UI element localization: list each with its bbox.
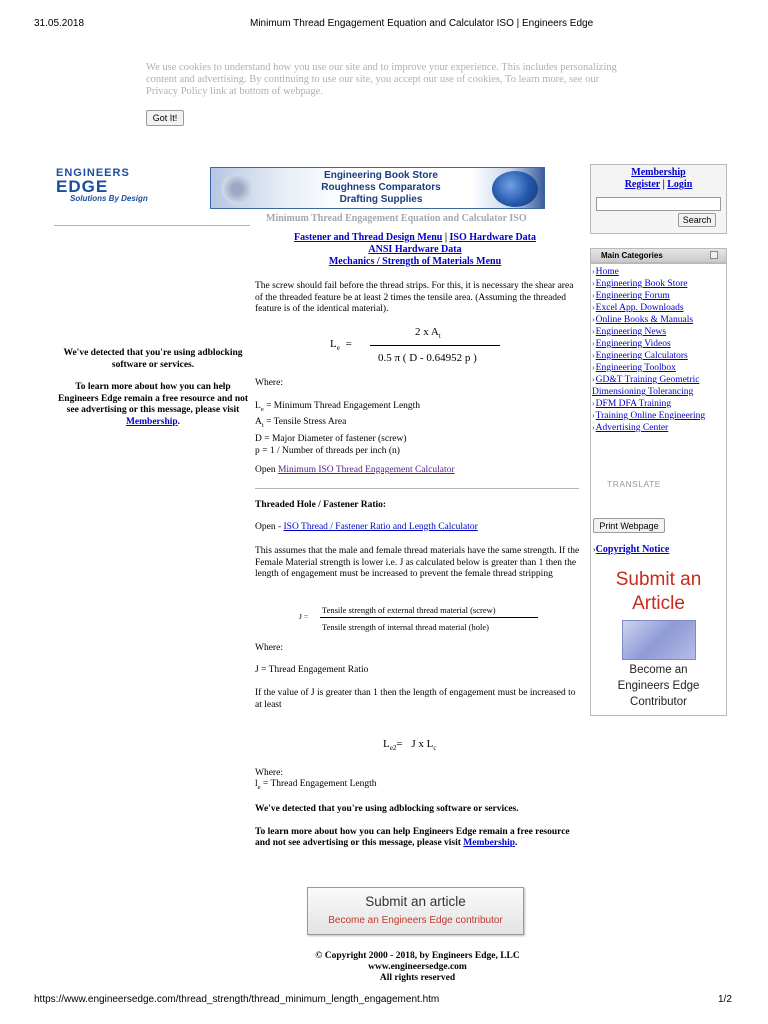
- category-toolbox[interactable]: Engineering Toolbox: [595, 363, 676, 373]
- chevron-right-icon: ›: [592, 303, 595, 312]
- gear-image-icon: [217, 174, 257, 204]
- banner-line-3: Drafting Supplies: [339, 194, 423, 205]
- banner-line-2: Roughness Comparators: [321, 182, 441, 193]
- membership-link[interactable]: Membership: [631, 167, 686, 178]
- chevron-right-icon: ›: [592, 279, 595, 288]
- footer-site: www.engineersedge.com: [368, 962, 467, 972]
- formula-fraction-bar: [370, 345, 500, 346]
- intro-text: The screw should fail before the thread strips. For this, it is necessary the shear area of the threaded feature be at least 2 times the tensile area. (Assuming the threaded feature is of the identical material).: [255, 281, 574, 314]
- page-footer: [255, 951, 580, 984]
- logo-tagline: Solutions By Design: [70, 194, 148, 203]
- main-categories-header: Main Categories: [590, 248, 727, 263]
- translate-widget[interactable]: TRANSLATE: [607, 479, 661, 489]
- footer-copyright: © Copyright 2000 - 2018, by Engineers Edge, LLC: [315, 951, 520, 961]
- chevron-right-icon: ›: [592, 363, 595, 372]
- chevron-right-icon: ›: [592, 351, 595, 360]
- submit-ad-line2: Article: [632, 593, 685, 614]
- submit-article-subtitle: Become an Engineers Edge contributor: [328, 915, 503, 926]
- left-divider: [54, 225, 250, 226]
- mechanics-menu-link[interactable]: Mechanics / Strength of Materials Menu: [328, 256, 502, 267]
- print-title: Minimum Thread Engagement Equation and Calculator ISO | Engineers Edge: [250, 18, 594, 29]
- search-input[interactable]: [596, 197, 721, 211]
- category-training-online[interactable]: Training Online Engineering: [595, 411, 706, 421]
- page-title: Minimum Thread Engagement Equation and Calculator ISO: [266, 213, 527, 224]
- submit-ad-sub3: Contributor: [630, 696, 687, 708]
- where-block-2: Where: $l_e$ = Thread Engagement Length: [255, 768, 377, 791]
- chevron-right-icon: ›: [593, 545, 596, 554]
- category-excel[interactable]: Excel App. Downloads: [595, 303, 684, 313]
- chevron-right-icon: ›: [592, 423, 595, 432]
- ratio-heading: Threaded Hole / Fastener Ratio:: [255, 500, 387, 510]
- chevron-right-icon: ›: [592, 327, 595, 336]
- definition-at: $A_t$ = Tensile Stress Area: [255, 417, 347, 430]
- definition-p: p = 1 / Number of threads per inch (n): [255, 446, 400, 457]
- min-iso-calculator-link[interactable]: Minimum ISO Thread Engagement Calculator: [277, 465, 455, 475]
- papers-image-icon: [622, 620, 696, 660]
- print-page-number: 1/2: [718, 994, 732, 1005]
- engineers-edge-logo[interactable]: [56, 168, 156, 208]
- collapse-icon[interactable]: [710, 251, 718, 259]
- chevron-right-icon: ›: [592, 411, 595, 420]
- register-link[interactable]: Register: [624, 179, 661, 190]
- login-link[interactable]: Login: [667, 179, 693, 190]
- where-label: Where:: [255, 378, 283, 388]
- submit-article-ad[interactable]: [592, 568, 725, 716]
- cookie-notice-text: We use cookies to understand how you use our site and to improve your experience. This includes personalizing content and advertising. By continuing to use our site, you accept our use of cookies, To learn more, see our Privacy Policy link at bottom of webpage.: [146, 62, 617, 97]
- copyright-notice-line: [593, 544, 669, 555]
- open-calculator-line: Open Minimum ISO Thread Engagement Calculator: [255, 465, 455, 475]
- definition-le: $L_e$ = Minimum Thread Engagement Length: [255, 401, 421, 413]
- ansi-hardware-link[interactable]: ANSI Hardware Data: [368, 244, 462, 255]
- nav-links: [255, 232, 575, 268]
- chevron-right-icon: ›: [592, 399, 595, 408]
- category-news[interactable]: Engineering News: [595, 327, 667, 337]
- print-webpage-button[interactable]: Print Webpage: [593, 518, 665, 533]
- category-advertising[interactable]: Advertising Center: [595, 423, 669, 433]
- ratio-calculator-link[interactable]: ISO Thread / Fastener Ratio and Length Calculator: [283, 522, 478, 532]
- book-store-banner[interactable]: [210, 167, 545, 209]
- fastener-menu-link[interactable]: Fastener and Thread Design Menu: [293, 232, 443, 243]
- j-formula-denominator: Tensile strength of internal thread material (hole): [322, 622, 489, 632]
- if-j-text: If the value of J is greater than 1 then the length of engagement must be increased to at least: [255, 688, 576, 710]
- j-formula-lhs: J =: [299, 612, 309, 621]
- print-date: 31.05.2018: [34, 18, 85, 29]
- nav-separator: |: [444, 232, 448, 243]
- formula-le2: $L_{e2}= J$ x $L_c$: [383, 738, 437, 753]
- ratio-paragraph: This assumes that the male and female thread materials have the same strength. If the Female Material strength is lower i.e. J as calculated below is greater than 1 then the length of engagement must be increased to prevent the female thread stripping: [255, 546, 580, 579]
- logo-line1: ENGINEERS: [56, 167, 130, 179]
- globe-icon: [492, 171, 538, 207]
- adblock-notice-left: We've detected that you're using adblocking software or services. To learn more about how you can help Engineers Edge remain a free resource and not see advertising or this message, please visit Membership.: [57, 348, 249, 427]
- print-url: https://www.engineersedge.com/thread_strength/thread_minimum_length_engagement.htm: [34, 994, 440, 1005]
- chevron-right-icon: ›: [592, 267, 595, 276]
- submit-article-button[interactable]: [307, 887, 524, 935]
- sidebar-account-box: Membership Register | Login Search: [590, 164, 727, 234]
- j-formula-numerator: Tensile strength of external thread material (screw): [322, 605, 496, 615]
- ratio-open-line: Open - ISO Thread / Fastener Ratio and Length Calculator: [255, 522, 478, 532]
- submit-ad-sub2: Engineers Edge: [617, 680, 700, 692]
- category-dfm-dfa[interactable]: DFM DFA Training: [595, 399, 671, 409]
- copyright-notice-link[interactable]: Copyright Notice: [595, 544, 670, 555]
- category-book-store[interactable]: Engineering Book Store: [595, 279, 688, 289]
- submit-ad-line1: Submit an: [615, 569, 702, 590]
- chevron-right-icon: ›: [592, 339, 595, 348]
- banner-line-1: Engineering Book Store: [324, 170, 438, 181]
- formula-denominator: 0.5 π ( D - 0.64952 p ): [378, 352, 477, 364]
- formula-numerator: 2 x $A_t$: [415, 326, 441, 341]
- category-forum[interactable]: Engineering Forum: [595, 291, 670, 301]
- category-home[interactable]: Home: [595, 267, 619, 277]
- got-it-button[interactable]: Got It!: [146, 110, 184, 126]
- membership-link-main[interactable]: Membership: [463, 838, 516, 848]
- submit-ad-sub1: Become an: [629, 664, 688, 676]
- where-label-2: Where:: [255, 643, 283, 653]
- j-definition: J = Thread Engagement Ratio: [255, 665, 369, 675]
- category-videos[interactable]: Engineering Videos: [595, 339, 671, 349]
- search-button[interactable]: Search: [678, 213, 716, 227]
- chevron-right-icon: ›: [592, 315, 595, 324]
- j-formula-bar: [320, 617, 538, 618]
- membership-link-left[interactable]: Membership: [125, 416, 178, 427]
- logo-line2: EDGE: [56, 177, 109, 196]
- chevron-right-icon: ›: [592, 375, 595, 384]
- definitions-list: [255, 400, 420, 458]
- category-calculators[interactable]: Engineering Calculators: [595, 351, 688, 361]
- category-online-books[interactable]: Online Books & Manuals: [595, 315, 694, 325]
- section-divider: [255, 488, 579, 489]
- chevron-right-icon: ›: [592, 291, 595, 300]
- iso-hardware-link[interactable]: ISO Hardware Data: [449, 232, 537, 243]
- category-gdt-training[interactable]: GD&T Training Geometric Dimensioning Tolerancing: [592, 375, 700, 397]
- definition-d: D = Major Diameter of fastener (screw): [255, 433, 407, 444]
- submit-article-title: Submit an article: [365, 894, 466, 909]
- footer-rights: All rights reserved: [379, 973, 456, 983]
- formula-le: $L_e$ =: [330, 338, 352, 353]
- adblock-notice-main: We've detected that you're using adblocking software or services. To learn more about how you can help Engineers Edge remain a free resource and not see advertising or this message, please visit Membership.: [255, 804, 570, 848]
